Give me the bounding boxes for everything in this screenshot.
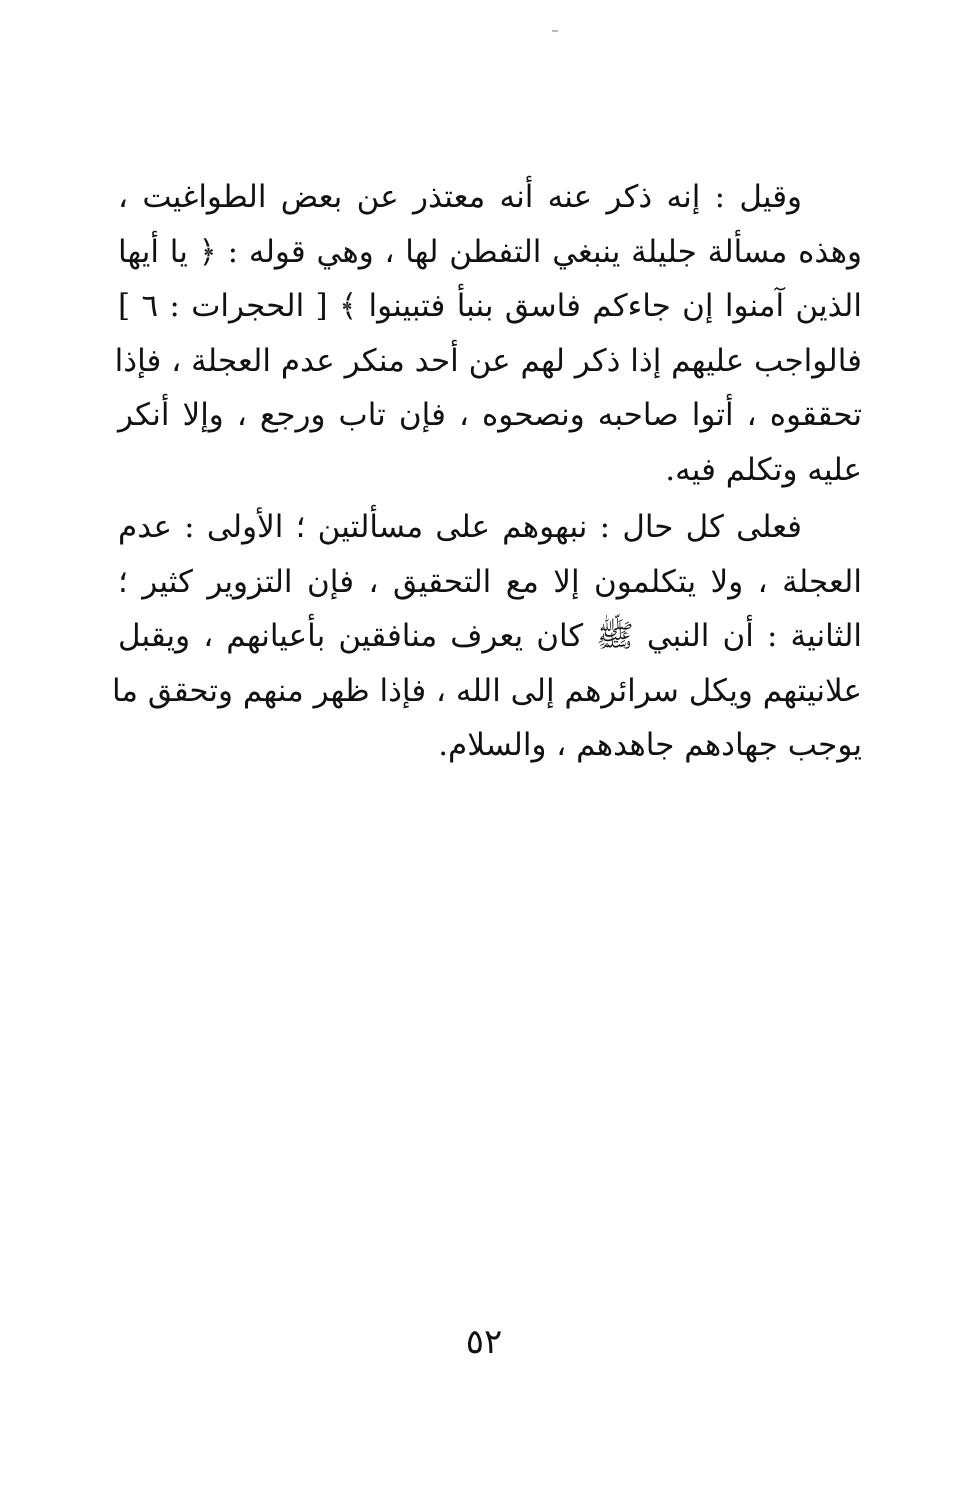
- paragraph-line: تحققوه ، أتوا صاحبه ونصحوه ، فإن تاب ورجع ، وإلا أنكر: [118, 397, 862, 433]
- paragraph-line: وهذه مسألة جليلة ينبغي التفطن لها ، وهي قوله : ﴿ يا أيها: [118, 233, 862, 270]
- paragraph-line: الذين آمنوا إن جاءكم فاسق بنبأ فتبينوا ﴾ [ الحجرات : ٦ ]: [118, 288, 862, 324]
- paragraph-line: الثانية : أن النبي ﷺ كان يعرف منافقين بأعيانهم ، ويقبل: [118, 618, 862, 654]
- paragraph-line: وقيل : إنه ذكر عنه أنه معتذر عن بعض الطواغيت ،: [118, 179, 802, 215]
- paragraph-2: [111, 500, 862, 773]
- page-number: ٥٢: [465, 1322, 503, 1362]
- paragraph-line: علانيتهم ويكل سرائرهم إلى الله ، فإذا ظهر منهم وتحقق ما: [111, 672, 862, 709]
- paragraph-1: [114, 170, 862, 497]
- paragraph-line: يوجب جهادهم جاهدهم ، والسلام.: [438, 727, 862, 763]
- scan-mark: [552, 30, 558, 32]
- paragraph-line: العجلة ، ولا يتكلمون إلا مع التحقيق ، فإن التزوير كثير ؛: [118, 563, 862, 600]
- paragraph-line: فعلى كل حال : نبهوهم على مسألتين ؛ الأولى : عدم: [118, 509, 802, 545]
- paragraph-line: فالواجب عليهم إذا ذكر لهم عن أحد منكر عدم العجلة ، فإذا: [114, 342, 862, 379]
- paragraph-line: عليه وتكلم فيه.: [665, 451, 862, 488]
